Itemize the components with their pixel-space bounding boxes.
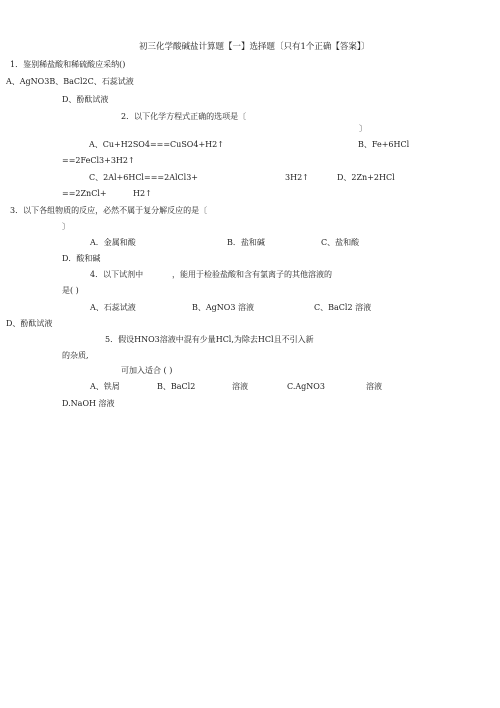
question-4-option-a: A、石蕊试液 xyxy=(90,303,136,312)
question-1-stem: 1．鉴别稀盐酸和稀硫酸应采纳() xyxy=(10,60,126,69)
document-title: 初三化学酸碱盐计算题【一】选择题〔只有1个正确【答案】〕 xyxy=(139,42,370,52)
question-4-option-d: D、酚酞试液 xyxy=(6,319,53,328)
question-3-option-a: A．金属和酸 xyxy=(90,238,136,247)
question-5-stem-cont: 的杂质, xyxy=(62,351,89,360)
question-3-stem-close: 〕 xyxy=(62,222,70,231)
question-2-option-c-mid: 3H2↑ xyxy=(285,173,309,182)
question-2-option-b: B、Fe+6HCl xyxy=(358,140,410,149)
question-1-option-d: D、酚酞试液 xyxy=(62,95,109,104)
question-4-stem-part2: ，能用于检验盐酸和含有氯离子的其他溶液的 xyxy=(172,270,332,279)
question-5-option-c-end: 溶液 xyxy=(366,382,382,391)
question-4-stem-part1: 4．以下试剂中 xyxy=(90,270,144,279)
question-2-option-c: C、2Al+6HCl===2AlCl3+ xyxy=(89,173,199,182)
question-2-option-b-cont: ==2FeCl3+3H2↑ xyxy=(62,156,135,165)
question-1-options-abc: A、AgNO3B、BaCl2C、石蕊试液 xyxy=(6,77,134,86)
question-5-option-a: A、铁屑 xyxy=(90,382,120,391)
question-3-option-c: C、盐和酸 xyxy=(321,238,360,247)
question-2-option-d: D、2Zn+2HCl xyxy=(337,173,395,182)
question-4-option-c: C、BaCl2 溶液 xyxy=(314,303,372,312)
question-2-option-d-cont: ==2ZnCl+ xyxy=(62,189,107,198)
question-2-option-d-end: H2↑ xyxy=(133,189,152,198)
question-5-stem: 5．假设HNO3溶液中混有少量HCl,为除去HCl且不引入新 xyxy=(105,335,314,344)
question-3-option-d: D．酸和碱 xyxy=(62,254,101,263)
question-2-stem-close: 〕 xyxy=(359,124,367,133)
question-5-option-c: C.AgNO3 xyxy=(287,382,325,391)
question-5-option-d: D.NaOH 溶液 xyxy=(62,399,115,408)
question-4-stem-cont: 是( ) xyxy=(62,286,79,295)
question-3-stem: 3．以下各组物质的反应，必然不属于复分解反应的是〔 xyxy=(10,206,208,215)
question-3-option-b: B．盐和碱 xyxy=(227,238,265,247)
question-5-stem-cont2: 可加入适合 ( ) xyxy=(121,366,173,375)
question-2-option-a: A、Cu+H2SO4===CuSO4+H2↑ xyxy=(89,140,224,149)
question-5-option-b: B、BaCl2 xyxy=(157,382,196,391)
question-5-option-b-end: 溶液 xyxy=(232,382,248,391)
question-4-option-b: B、AgNO3 溶液 xyxy=(192,303,254,312)
question-2-stem: 2．以下化学方程式正确的选项是〔 xyxy=(121,112,247,121)
